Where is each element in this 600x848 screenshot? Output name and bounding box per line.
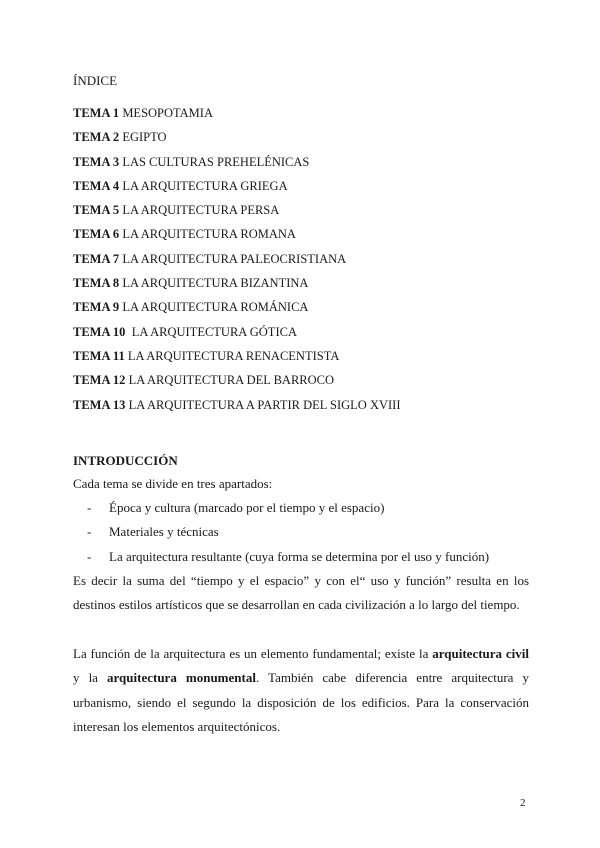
toc-item: [73, 226, 401, 250]
list-item: [87, 500, 489, 524]
body-paragraph: [73, 642, 529, 739]
toc-item: [73, 202, 401, 226]
toc-item-number: TEMA 11: [73, 348, 125, 363]
paragraph-text: La función de la arquitectura es un elemento fundamental; existe la: [73, 646, 433, 661]
page-number: 2: [520, 797, 526, 809]
table-of-contents: [73, 105, 401, 421]
list-item-text: Época y cultura (marcado por el tiempo y el espacio): [109, 500, 385, 515]
toc-item-number: TEMA 13: [73, 397, 126, 412]
dash-bullet: -: [87, 500, 92, 515]
emphasis-term: arquitectura civil: [432, 646, 529, 661]
toc-item: [73, 372, 401, 396]
toc-item: [73, 397, 401, 421]
toc-item: [73, 251, 401, 275]
toc-item-title: LA ARQUITECTURA ROMÁNICA: [119, 300, 309, 315]
toc-item-title: LA ARQUITECTURA PALEOCRISTIANA: [119, 251, 347, 266]
paragraph-text: . También cabe diferencia entre arquitectura y urbanismo, siendo el segundo la disposición de los edificios. Para la conservación interesan los elementos arquitectónicos.: [73, 670, 529, 734]
toc-item-title: LA ARQUITECTURA BIZANTINA: [119, 276, 309, 291]
toc-item-title: LA ARQUITECTURA PERSA: [119, 203, 280, 218]
toc-item-number: TEMA 1: [73, 106, 120, 120]
toc-item: [73, 348, 401, 372]
introduction-heading: INTRODUCCIÓN: [73, 453, 178, 468]
introduction-lead: Cada tema se divide en tres apartados:: [73, 476, 273, 491]
toc-item-number: TEMA 8: [73, 276, 120, 291]
paragraph-text: y la: [73, 670, 108, 686]
list-item-text: Materiales y técnicas: [109, 524, 219, 540]
toc-item-title: MESOPOTAMIA: [119, 106, 213, 120]
toc-item-number: TEMA 6: [73, 227, 120, 242]
toc-item: [73, 299, 401, 323]
toc-item-number: TEMA 12: [73, 373, 126, 388]
toc-item: [73, 275, 401, 299]
toc-item-title: EGIPTO: [119, 130, 167, 145]
dash-bullet: -: [87, 524, 92, 540]
toc-item-number: TEMA 9: [73, 300, 120, 315]
dash-bullet: -: [87, 548, 92, 564]
toc-item: [73, 129, 401, 153]
emphasis-term: arquitectura monumental: [107, 670, 256, 686]
toc-item-title: LA ARQUITECTURA ROMANA: [119, 227, 296, 242]
toc-item-number: TEMA 10: [73, 324, 126, 339]
section-list: [87, 500, 489, 573]
body-paragraph: Es decir la suma del “tiempo y el espacio” y con el“ uso y función” resulta en los destinos estilos artísticos que se desarrollan en cada civilización a lo largo del tiempo.: [73, 573, 529, 613]
toc-item: [73, 154, 401, 178]
index-heading: ÍNDICE: [73, 73, 118, 88]
toc-item-number: TEMA 5: [73, 203, 120, 218]
toc-item-title: LA ARQUITECTURA A PARTIR DEL SIGLO XVIII: [125, 397, 401, 412]
toc-item-number: TEMA 3: [73, 154, 120, 169]
toc-item-number: TEMA 2: [73, 130, 120, 145]
toc-item-title: LA ARQUITECTURA GRIEGA: [119, 178, 288, 193]
list-item-text: La arquitectura resultante (cuya forma se determina por el uso y función): [109, 548, 490, 564]
toc-item: [73, 105, 401, 129]
toc-item-title: LA ARQUITECTURA GÓTICA: [125, 324, 297, 339]
toc-item-number: TEMA 4: [73, 178, 120, 193]
toc-item-number: TEMA 7: [73, 251, 120, 266]
toc-item-title: LA ARQUITECTURA RENACENTISTA: [124, 348, 340, 363]
toc-item-title: LA ARQUITECTURA DEL BARROCO: [125, 373, 335, 388]
list-item: [87, 524, 489, 548]
toc-item: [73, 178, 401, 202]
toc-item: [73, 324, 401, 348]
toc-item-title: LAS CULTURAS PREHELÉNICAS: [119, 154, 310, 169]
